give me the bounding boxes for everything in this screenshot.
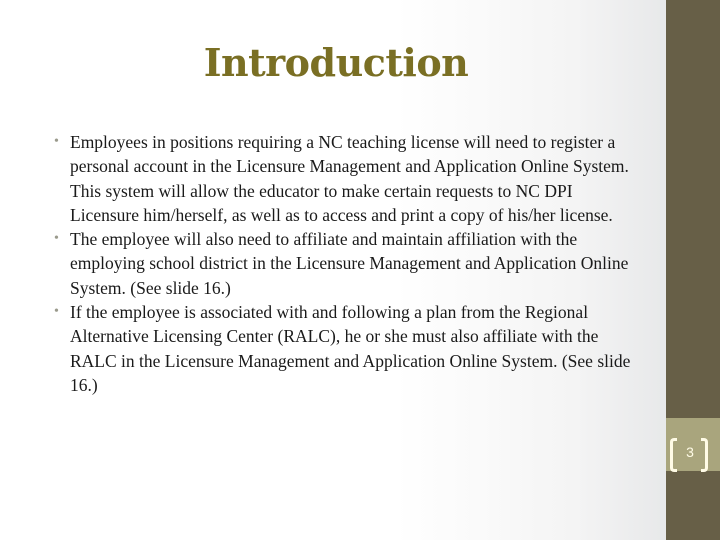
bullet-text: Employees in positions requiring a NC teaching license will need to register a personal account in the Licensure Management and Application Online System. This system will allow the educator to make certain requests to NC DPI Licensure him/herself, as well as to access and print a copy of his/her license. [70, 132, 629, 225]
bullet-item [52, 130, 637, 227]
bullet-text: The employee will also need to affiliate and maintain affiliation with the employing school district in the Licensure Management and Application Online System. (See slide 16.) [70, 229, 629, 298]
bullet-dot-icon: • [54, 134, 59, 149]
slide-title: Introduction [203, 40, 469, 85]
bullet-dot-icon: • [54, 304, 59, 320]
left-bracket-icon [670, 438, 677, 472]
bullet-dot-icon: • [54, 231, 59, 247]
bullet-list [52, 130, 637, 397]
bullet-text: If the employee is associated with and following a plan from the Regional Alternative Licensing Center (RALC), he or she must also affiliate with the RALC in the Licensure Management and Application Online System. (See slide 16.) [70, 302, 631, 395]
right-bracket-icon [701, 438, 708, 472]
bullet-item [52, 300, 637, 397]
bullet-item [52, 227, 637, 300]
page-number: 3 [686, 444, 694, 460]
